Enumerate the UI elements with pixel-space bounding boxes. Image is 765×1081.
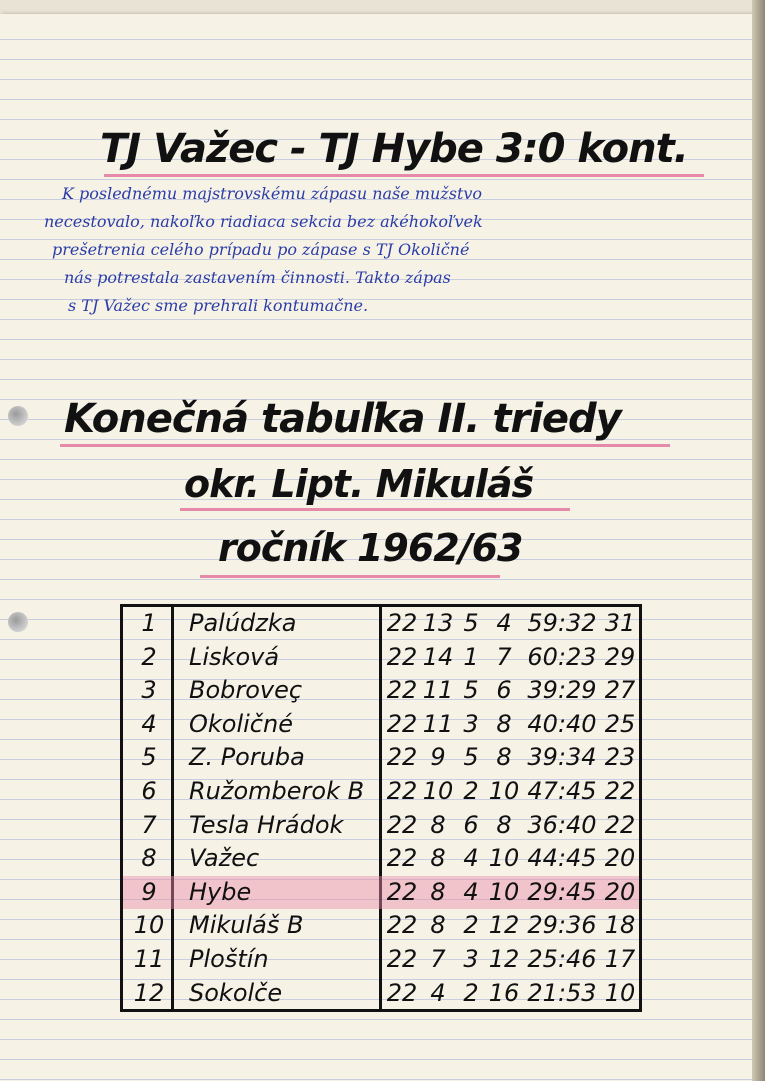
table-row [123,909,639,943]
points-cell: 20 [604,877,636,906]
punch-hole [8,406,28,426]
table-row [123,741,639,775]
note-line: prešetrenia celého prípadu po zápase s TJ Okoličné [52,240,470,259]
drawn-cell: 4 [463,877,479,906]
points-cell: 20 [604,844,636,873]
rank-cell: 3 [141,676,157,705]
score-cell: 47:45 [527,777,597,805]
played-cell: 22 [386,945,418,973]
table-row [123,607,639,641]
played-cell: 22 [386,743,418,772]
points-cell: 25 [604,709,636,738]
won-cell: 8 [430,810,446,839]
score-cell: 39:29 [527,676,597,705]
played-cell: 22 [386,609,418,637]
drawn-cell: 2 [463,777,479,805]
table-row [123,674,639,708]
drawn-cell: 3 [463,709,479,738]
table-heading-line3: ročník 1962/63 [218,526,523,570]
won-cell: 10 [422,777,454,805]
handwritten-note [44,180,684,320]
won-cell: 8 [430,844,446,873]
lost-cell: 6 [496,676,512,705]
lost-cell: 16 [488,978,520,1007]
won-cell: 8 [430,911,446,940]
played-cell: 22 [386,642,418,671]
score-cell: 25:46 [527,945,597,973]
page-right-edge [752,0,765,1081]
score-cell: 39:34 [527,743,597,772]
lost-cell: 4 [496,609,512,637]
rank-cell: 1 [141,609,157,637]
played-cell: 22 [386,844,418,873]
team-cell: Hybe [189,877,252,906]
drawn-cell: 5 [463,676,479,705]
lost-cell: 10 [488,877,520,906]
team-cell: Lisková [189,642,280,671]
played-cell: 22 [386,911,418,940]
note-line: K poslednému majstrovskému zápasu naše mužstvo [62,184,483,203]
lost-cell: 10 [488,844,520,873]
lost-cell: 8 [496,743,512,772]
team-cell: Sokolče [189,978,283,1007]
drawn-cell: 5 [463,609,479,637]
note-line: nás potrestala zastavením činnosti. Takto zápas [64,268,451,287]
table-row [123,842,639,876]
rank-cell: 8 [141,844,157,873]
team-cell: Ružomberok B [189,777,365,805]
lost-cell: 7 [496,642,512,671]
team-cell: Mikuláš B [189,911,304,940]
played-cell: 22 [386,676,418,705]
points-cell: 29 [604,642,636,671]
standings-table [120,604,642,1012]
note-line: s TJ Važec sme prehrali kontumačne. [68,296,369,315]
table-heading-line2: okr. Lipt. Mikuláš [184,462,534,506]
rank-cell: 10 [133,911,165,940]
score-cell: 21:53 [527,978,597,1007]
points-cell: 10 [604,978,636,1007]
table-row [123,775,639,809]
points-cell: 27 [604,676,636,705]
score-cell: 29:36 [527,911,597,940]
played-cell: 22 [386,810,418,839]
punch-hole [8,612,28,632]
lost-cell: 12 [488,945,520,973]
table-heading-line1: Konečná tabuľka II. triedy [64,396,621,442]
rank-cell: 7 [141,810,157,839]
points-cell: 31 [604,609,636,637]
rank-cell: 11 [133,945,165,973]
won-cell: 11 [422,709,454,738]
points-cell: 23 [604,743,636,772]
team-cell: Okoličné [189,709,293,738]
heading-underline [180,508,570,511]
points-cell: 17 [604,945,636,973]
drawn-cell: 4 [463,844,479,873]
lost-cell: 8 [496,810,512,839]
won-cell: 9 [430,743,446,772]
team-cell: Z. Poruba [189,743,305,772]
rank-cell: 5 [141,743,157,772]
match-header: TJ Važec - TJ Hybe 3:0 kont. [100,126,688,172]
match-header-underline [104,174,704,177]
score-cell: 44:45 [527,844,597,873]
team-cell: Bobroveç [189,676,303,705]
played-cell: 22 [386,877,418,906]
won-cell: 13 [422,609,454,637]
rank-cell: 6 [141,777,157,805]
played-cell: 22 [386,978,418,1007]
team-cell: Palúdzka [189,609,297,637]
table-row [123,708,639,742]
points-cell: 18 [604,911,636,940]
won-cell: 14 [422,642,454,671]
score-cell: 36:40 [527,810,597,839]
team-cell: Tesla Hrádok [189,810,344,839]
rank-cell: 9 [141,877,157,906]
won-cell: 4 [430,978,446,1007]
lost-cell: 8 [496,709,512,738]
won-cell: 11 [422,676,454,705]
played-cell: 22 [386,709,418,738]
drawn-cell: 6 [463,810,479,839]
drawn-cell: 5 [463,743,479,772]
drawn-cell: 2 [463,911,479,940]
drawn-cell: 1 [463,642,479,671]
table-row [123,809,639,843]
heading-underline [60,444,670,447]
lost-cell: 12 [488,911,520,940]
note-line: necestovalo, nakoľko riadiaca sekcia bez akéhokoľvek [44,212,483,231]
team-cell: Ploštín [189,945,269,973]
table-row [123,876,639,910]
rank-cell: 2 [141,642,157,671]
rank-cell: 4 [141,709,157,738]
score-cell: 29:45 [527,877,597,906]
table-row [123,943,639,977]
heading-underline [200,575,500,578]
played-cell: 22 [386,777,418,805]
points-cell: 22 [604,777,636,805]
points-cell: 22 [604,810,636,839]
table-row [123,641,639,675]
score-cell: 60:23 [527,642,597,671]
rank-cell: 12 [133,978,165,1007]
team-cell: Važec [189,844,260,873]
drawn-cell: 2 [463,978,479,1007]
notebook-page [0,14,754,1081]
drawn-cell: 3 [463,945,479,973]
score-cell: 59:32 [527,609,597,637]
table-row [123,977,639,1011]
won-cell: 7 [430,945,446,973]
score-cell: 40:40 [527,709,597,738]
won-cell: 8 [430,877,446,906]
lost-cell: 10 [488,777,520,805]
page-top-edge [0,0,765,14]
